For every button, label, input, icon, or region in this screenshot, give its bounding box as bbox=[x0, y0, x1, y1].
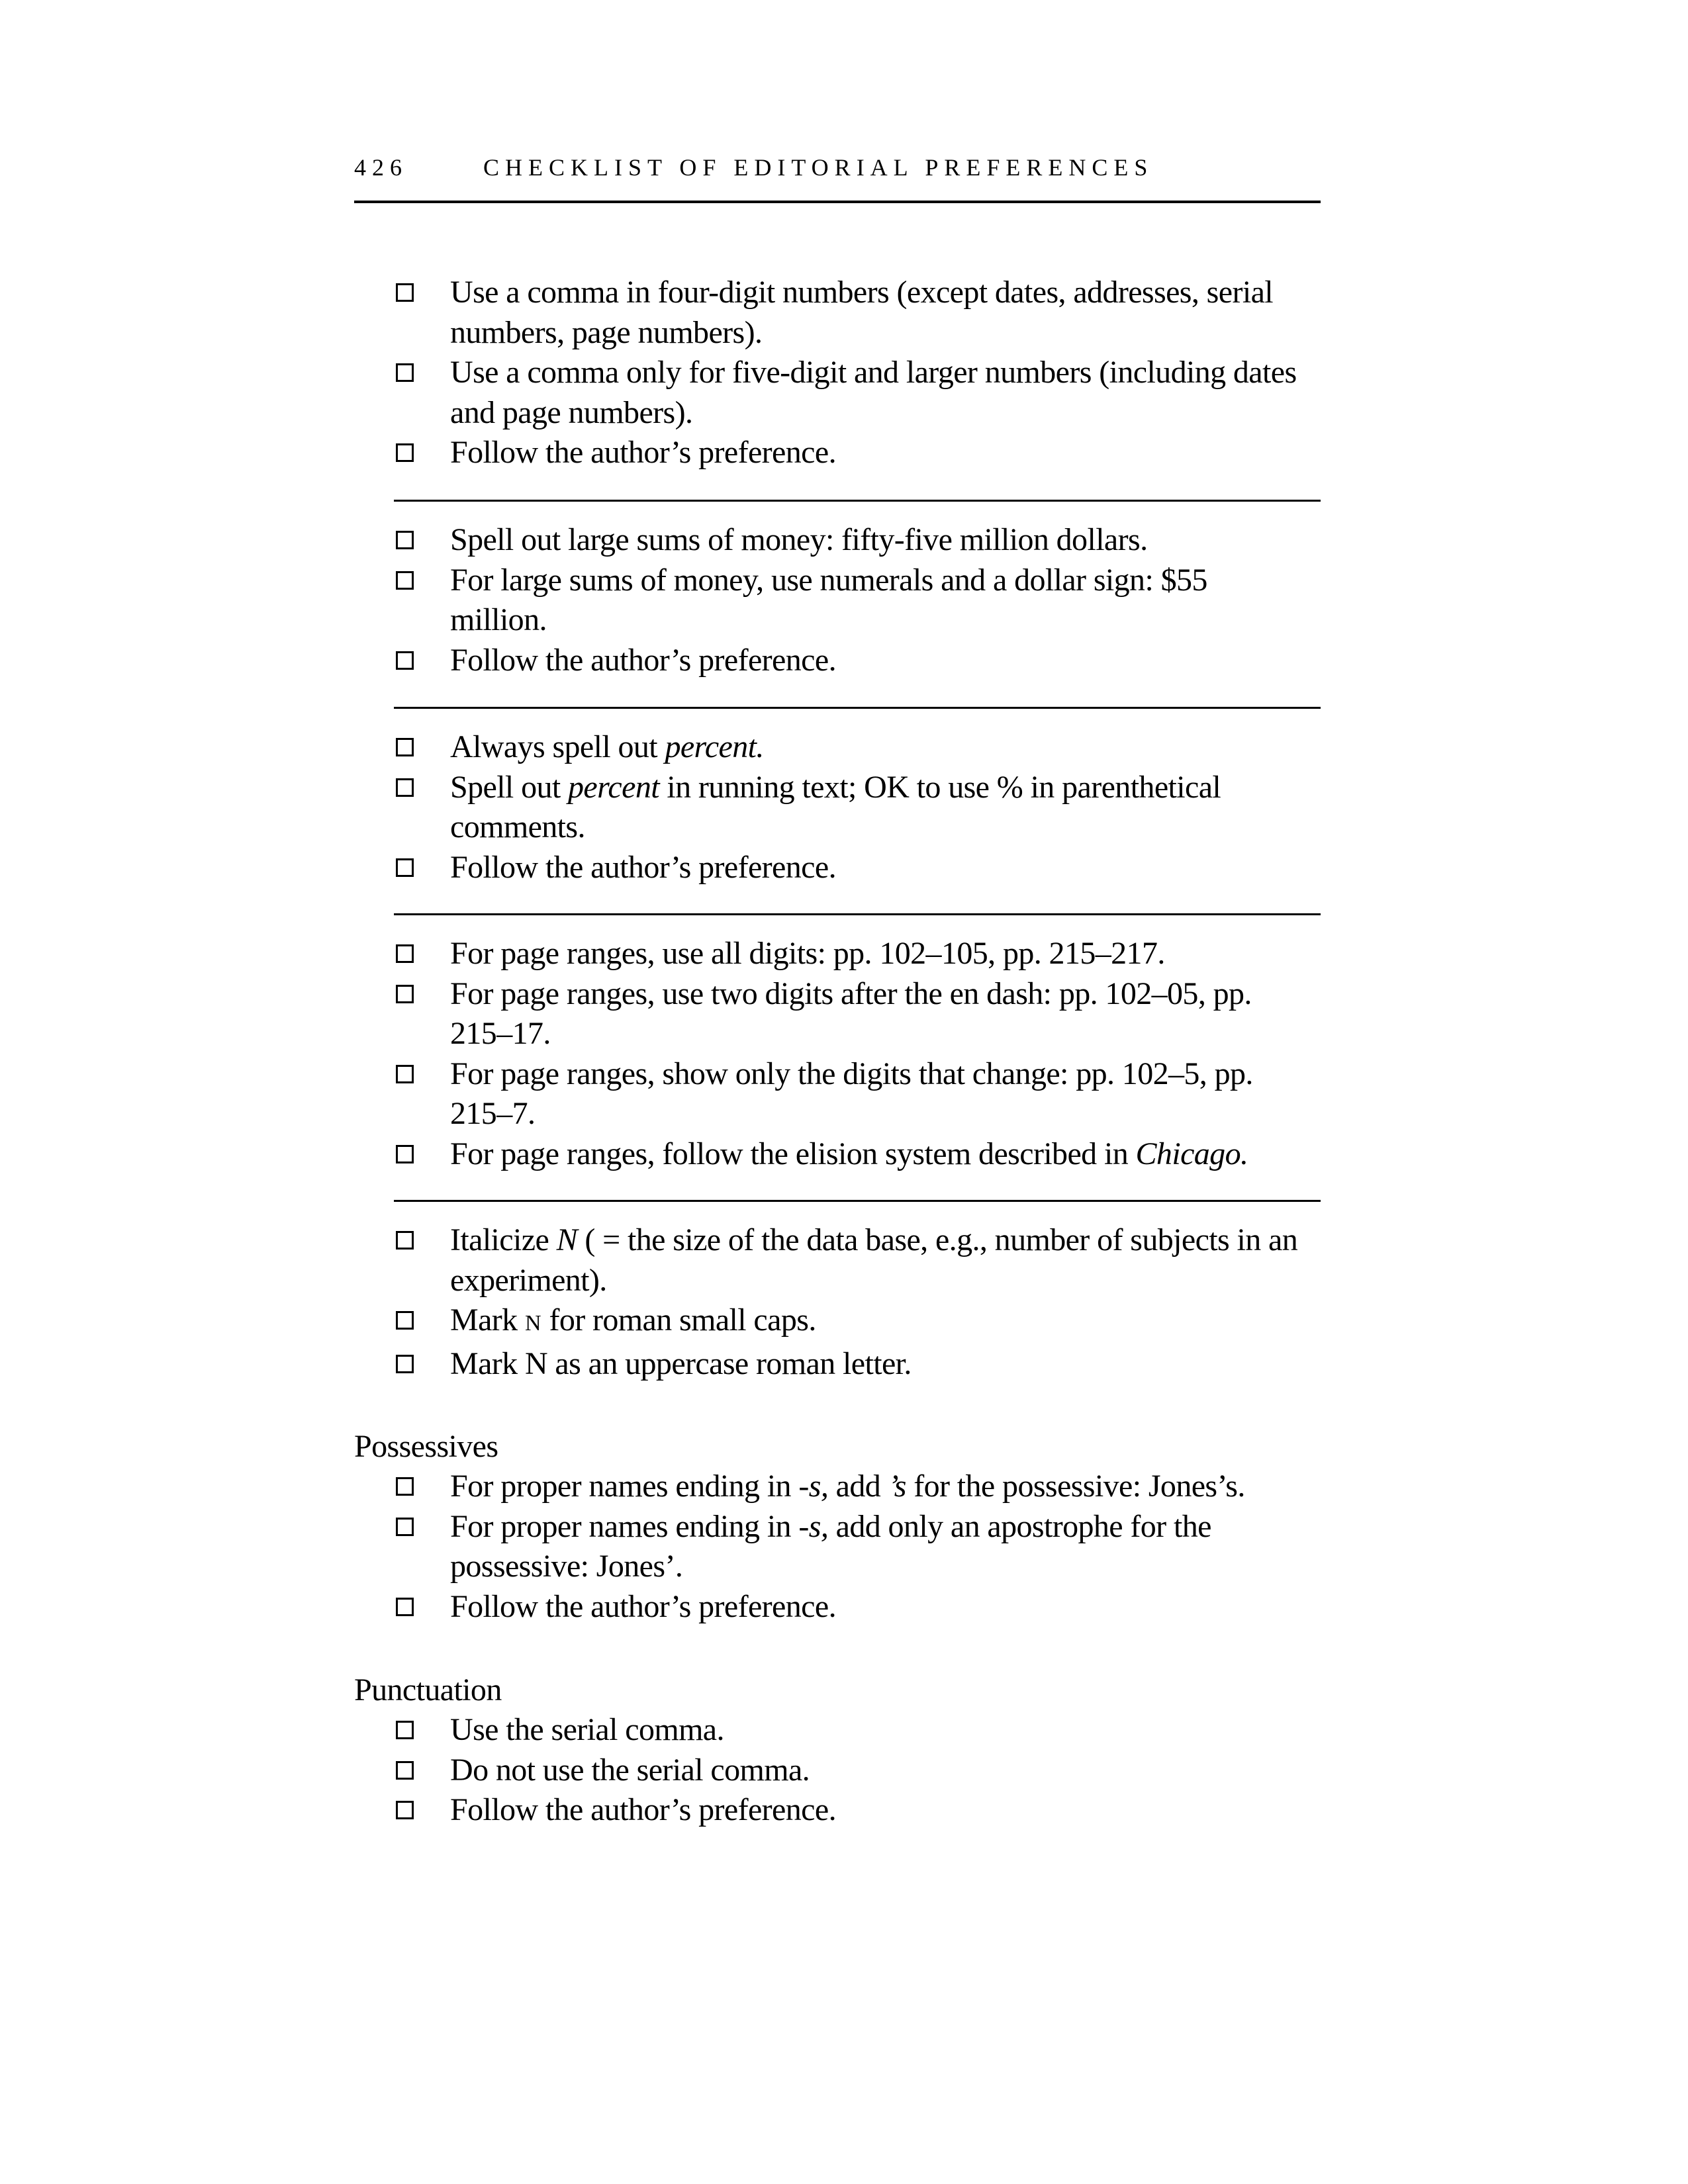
empty-checkbox-icon[interactable] bbox=[396, 858, 414, 877]
checklist-item[interactable] bbox=[394, 1507, 1311, 1587]
item-text: Follow the author’s preference. bbox=[450, 1792, 836, 1827]
checklist-item[interactable] bbox=[394, 1220, 1331, 1300]
section-divider bbox=[394, 913, 1321, 915]
empty-checkbox-icon[interactable] bbox=[396, 778, 414, 797]
item-text: For page ranges, show only the digits that change: pp. 102–5, pp. 215–7. bbox=[450, 1056, 1253, 1131]
checklist-item[interactable] bbox=[394, 561, 1231, 641]
empty-checkbox-icon[interactable] bbox=[396, 738, 414, 756]
checklist-item[interactable] bbox=[394, 1344, 1321, 1385]
checklist-item[interactable] bbox=[394, 1467, 1321, 1507]
empty-checkbox-icon[interactable] bbox=[396, 1477, 414, 1496]
item-text: Spell out percent in running text; OK to use % in parenthetical comments. bbox=[450, 769, 1221, 844]
checklist-item[interactable] bbox=[394, 727, 1321, 768]
checklist-item[interactable] bbox=[394, 353, 1297, 433]
item-text: Spell out large sums of money: fifty-five million dollars. bbox=[450, 522, 1148, 557]
section-divider bbox=[394, 1200, 1321, 1202]
checklist-item[interactable] bbox=[394, 1054, 1284, 1134]
empty-checkbox-icon[interactable] bbox=[396, 1231, 414, 1250]
item-text: Follow the author’s preference. bbox=[450, 642, 836, 678]
checklist-group-page-ranges bbox=[394, 934, 1321, 1174]
item-text: For large sums of money, use numerals and a dollar sign: $55 million. bbox=[450, 562, 1207, 637]
item-text: Always spell out percent. bbox=[450, 729, 764, 764]
checklist-item[interactable] bbox=[394, 520, 1321, 561]
checklist-item[interactable] bbox=[394, 1751, 1321, 1791]
empty-checkbox-icon[interactable] bbox=[396, 1145, 414, 1163]
checklist-item[interactable] bbox=[394, 934, 1321, 974]
checklist-item[interactable] bbox=[394, 848, 1321, 888]
running-head-title: CHECKLIST OF EDITORIAL PREFERENCES bbox=[483, 154, 1154, 181]
item-text: Follow the author’s preference. bbox=[450, 849, 836, 885]
empty-checkbox-icon[interactable] bbox=[396, 363, 414, 382]
checklist-item[interactable] bbox=[394, 433, 1321, 473]
checklist-item[interactable] bbox=[394, 768, 1304, 848]
checklist-group-n-notation bbox=[394, 1220, 1321, 1384]
item-text: For proper names ending in -s, add only an apostrophe for the possessive: Jones’. bbox=[450, 1508, 1211, 1584]
page-number: 426 bbox=[354, 154, 408, 181]
empty-checkbox-icon[interactable] bbox=[396, 651, 414, 670]
empty-checkbox-icon[interactable] bbox=[396, 1311, 414, 1330]
item-text: Mark N for roman small caps. bbox=[450, 1302, 816, 1338]
item-text: For page ranges, use all digits: pp. 102–105, pp. 215–217. bbox=[450, 936, 1165, 971]
checklist-item[interactable] bbox=[394, 974, 1284, 1054]
item-text: For page ranges, use two digits after the en dash: pp. 102–05, pp. 215–17. bbox=[450, 976, 1252, 1051]
empty-checkbox-icon[interactable] bbox=[396, 944, 414, 963]
empty-checkbox-icon[interactable] bbox=[396, 985, 414, 1003]
empty-checkbox-icon[interactable] bbox=[396, 443, 414, 462]
item-text: Italicize N ( = the size of the data base, e.g., number of subjects in an experiment). bbox=[450, 1222, 1298, 1298]
section-divider bbox=[394, 500, 1321, 502]
empty-checkbox-icon[interactable] bbox=[396, 1518, 414, 1536]
checklist-item[interactable] bbox=[394, 1790, 1321, 1831]
item-text: For proper names ending in -s, add ’s for the possessive: Jones’s. bbox=[450, 1469, 1245, 1504]
running-header bbox=[354, 154, 1321, 201]
item-text: Use the serial comma. bbox=[450, 1712, 724, 1747]
checklist-item[interactable] bbox=[394, 641, 1321, 681]
empty-checkbox-icon[interactable] bbox=[396, 1801, 414, 1819]
header-rule bbox=[354, 201, 1321, 203]
item-text: Follow the author’s preference. bbox=[450, 435, 836, 470]
section-title-punctuation: Punctuation bbox=[354, 1672, 502, 1707]
item-text: Mark N as an uppercase roman letter. bbox=[450, 1345, 912, 1381]
checklist-group-number-commas bbox=[394, 273, 1321, 473]
item-text: Use a comma only for five-digit and larger numbers (including dates and page numbers). bbox=[450, 355, 1297, 430]
checklist-item[interactable] bbox=[394, 1587, 1321, 1627]
checklist-group-punctuation bbox=[394, 1710, 1321, 1831]
empty-checkbox-icon[interactable] bbox=[396, 1065, 414, 1083]
empty-checkbox-icon[interactable] bbox=[396, 1355, 414, 1373]
checklist-group-percent bbox=[394, 727, 1321, 887]
checklist-group-money bbox=[394, 520, 1321, 680]
item-text: Do not use the serial comma. bbox=[450, 1752, 810, 1788]
section-title-possessives: Possessives bbox=[354, 1429, 498, 1464]
item-text: Use a comma in four-digit numbers (except dates, addresses, serial numbers, page numbers). bbox=[450, 275, 1274, 350]
checklist-item[interactable] bbox=[394, 1134, 1321, 1175]
empty-checkbox-icon[interactable] bbox=[396, 531, 414, 549]
checklist-item[interactable] bbox=[394, 1300, 1321, 1344]
checklist-item[interactable] bbox=[394, 1710, 1321, 1751]
checklist-item[interactable] bbox=[394, 273, 1340, 353]
section-divider bbox=[394, 707, 1321, 709]
empty-checkbox-icon[interactable] bbox=[396, 1761, 414, 1780]
item-text: Follow the author’s preference. bbox=[450, 1588, 836, 1624]
empty-checkbox-icon[interactable] bbox=[396, 571, 414, 590]
empty-checkbox-icon[interactable] bbox=[396, 1598, 414, 1616]
checklist-group-possessives bbox=[394, 1467, 1321, 1627]
empty-checkbox-icon[interactable] bbox=[396, 1721, 414, 1739]
item-text: For page ranges, follow the elision system described in Chicago. bbox=[450, 1136, 1248, 1171]
empty-checkbox-icon[interactable] bbox=[396, 283, 414, 302]
